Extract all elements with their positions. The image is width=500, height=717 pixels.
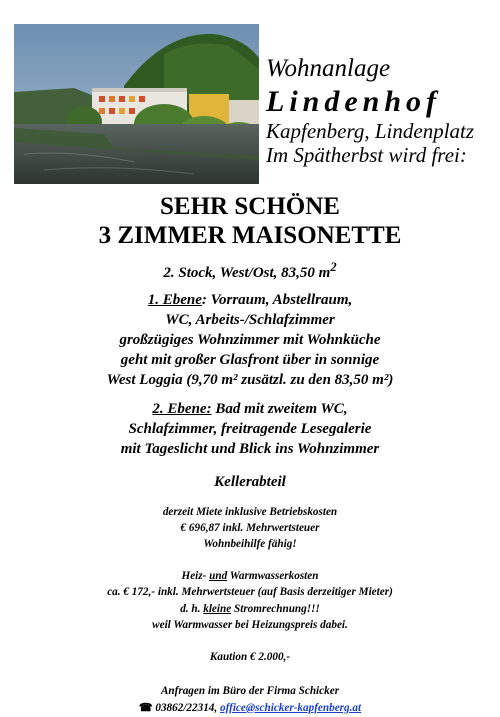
rent-line-3: Wohnbeihilfe fähig! (203, 537, 297, 550)
heating-line-4: weil Warmwasser bei Heizungspreis dabei. (152, 618, 348, 631)
availability-text: Im Spätherbst wird frei: (266, 143, 467, 168)
level-2-line-1: Bad mit zweitem WC, (211, 400, 348, 417)
phone-number: 03862/22314, (152, 701, 220, 714)
heating-line-3-kleine: kleine (203, 602, 232, 615)
level-1-line-2: WC, Arbeits-/Schlafzimmer (165, 311, 335, 328)
email-link[interactable]: office@schicker-kapfenberg.at (219, 701, 362, 714)
level-2-description (0, 400, 500, 460)
deposit-text: Kaution € 2.000,- (209, 651, 291, 664)
level-2-line-3: mit Tageslicht und Blick ins Wohnzimmer (120, 440, 380, 457)
cellar-text: Kellerabteil (214, 473, 286, 490)
complex-label: Wohnanlage (266, 55, 391, 82)
heating-line-1a: Heiz- (181, 570, 210, 583)
telephone-icon: ☎ (138, 701, 153, 714)
level-1-description (0, 291, 500, 391)
level-1-label: 1. Ebene (147, 292, 202, 308)
level-1-line-5: West Loggia (9,70 m² zusätzl. zu den 83,50 m²) (106, 371, 394, 388)
contact-line-1: Anfragen im Büro der Firma Schicker (160, 685, 340, 698)
level-1-line-3: großzügiges Wohnzimmer mit Wohnküche (119, 331, 381, 348)
contact-block (0, 683, 500, 716)
level-2-line-2: Schlafzimmer, freitragende Lesegalerie (128, 420, 372, 437)
headline-line-1: SEHR SCHÖNE (160, 193, 340, 220)
heating-line-3b: Stromrechnung!!! (231, 602, 320, 615)
level-1-line-4: geht mit großer Glasfront über in sonnige (120, 351, 380, 368)
heating-line-2: ca. € 172,- inkl. Mehrwertsteuer (auf Basis derzeitiger Mieter) (107, 586, 393, 599)
building-photo (14, 24, 259, 184)
level-2-label: 2. Ebene: (152, 400, 212, 417)
heating-block (0, 568, 500, 633)
rent-block (0, 504, 500, 553)
listing-body (0, 192, 500, 717)
rent-line-2: € 696,87 inkl. Mehrwertsteuer (180, 521, 320, 534)
heating-line-1-und: und (209, 570, 228, 583)
rent-line-1: derzeit Miete inklusive Betriebskosten (162, 505, 338, 518)
heating-line-3a: d. h. (180, 602, 204, 615)
summary-sup: 2 (330, 260, 337, 274)
heating-line-1b: Warmwasserkosten (227, 570, 319, 583)
complex-name: Lindenhof (266, 85, 442, 118)
header-block (266, 56, 496, 167)
level-1-line-1: : Vorraum, Abstellraum, (201, 292, 353, 308)
location-text: Kapfenberg, Lindenplatz (266, 119, 475, 143)
apartment-summary (0, 260, 500, 282)
headline-line-2: 3 ZIMMER MAISONETTE (98, 222, 402, 249)
summary-text: 2. Stock, West/Ost, 83,50 m (163, 265, 331, 281)
